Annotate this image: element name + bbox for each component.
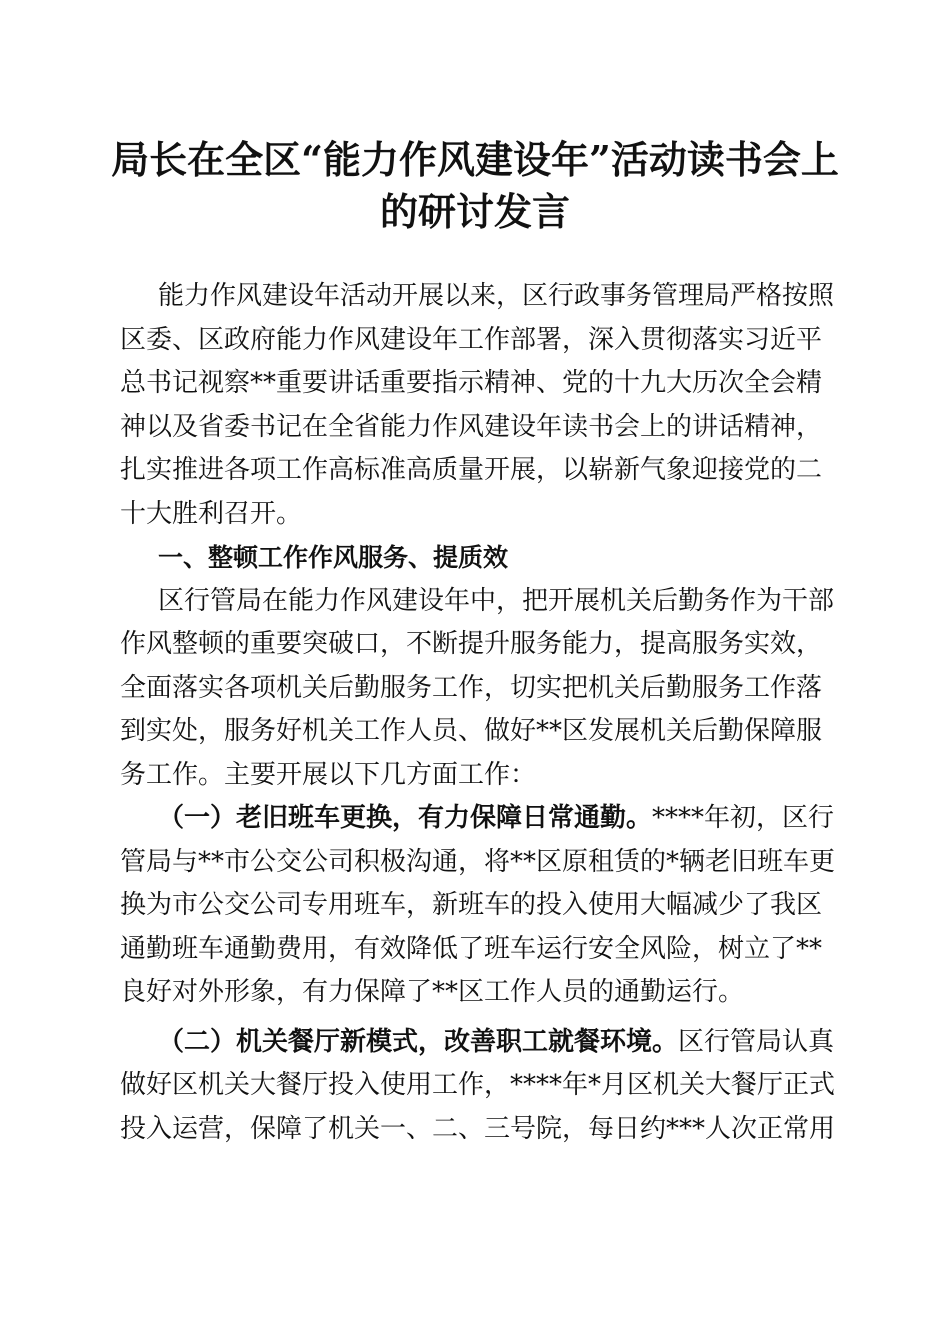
text-line: 能力作风建设年活动开展以来，区行政事务管理局严格按照 <box>158 281 835 311</box>
text-line: 管局与**市公交公司积极沟通，将**区原租赁的*辆老旧班车更 <box>120 846 836 877</box>
text-line: 全面落实各项机关后勤服务工作，切实把机关后勤服务工作落 <box>120 672 823 703</box>
text-line: 总书记视察**重要讲话重要指示精神、党的十九大历次全会精 <box>120 368 823 398</box>
text-line: 做好区机关大餐厅投入使用工作，****年*月区机关大餐厅正式 <box>120 1070 836 1100</box>
title-line-2: 的研讨发言 <box>379 189 570 234</box>
document-body <box>120 275 836 1151</box>
document-title <box>100 134 850 238</box>
text-line: 通勤班车通勤费用，有效降低了班车运行安全风险，树立了** <box>120 933 823 964</box>
title-line-1: 局长在全区“能力作风建设年”活动读书会上 <box>111 137 839 182</box>
item-lead: （一）老旧班车更换，有力保障日常通勤。 <box>158 803 653 833</box>
section-heading: 一、整顿工作作风服务、提质效 <box>158 543 509 572</box>
text-line: 投入运营，保障了机关一、二、三号院，每日约***人次正常用 <box>120 1113 836 1144</box>
section-paragraph <box>120 580 835 798</box>
item-text: 区行管局认真 <box>678 1026 835 1057</box>
item-paragraph-2 <box>120 1021 836 1152</box>
text-line <box>120 1021 835 1065</box>
item-paragraph-1 <box>120 797 836 1015</box>
text-line: 扎实推进各项工作高标准高质量开展，以崭新气象迎接党的二 <box>120 455 823 485</box>
text-line: 区委、区政府能力作风建设年工作部署，深入贯彻落实习近平 <box>120 324 823 355</box>
text-line <box>120 797 835 841</box>
item-text: ****年初，区行 <box>652 803 835 833</box>
intro-paragraph <box>120 275 835 536</box>
text-line: 区行管局在能力作风建设年中，把开展机关后勤务作为干部 <box>158 585 835 616</box>
text-line: 务工作。主要开展以下几方面工作： <box>120 759 537 790</box>
text-line: 到实处，服务好机关工作人员、做好**区发展机关后勤保障服 <box>120 716 823 746</box>
text-line: 作风整顿的重要突破口，不断提升服务能力，提高服务实效， <box>120 629 823 659</box>
text-line: 换为市公交公司专用班车，新班车的投入使用大幅减少了我区 <box>120 890 823 920</box>
text-line: 良好对外形象，有力保障了**区工作人员的通勤运行。 <box>120 977 745 1007</box>
text-line: 神以及省委书记在全省能力作风建设年读书会上的讲话精神， <box>120 411 823 442</box>
item-lead: （二）机关餐厅新模式，改善职工就餐环境。 <box>158 1026 679 1057</box>
text-line: 十大胜利召开。 <box>120 498 303 529</box>
